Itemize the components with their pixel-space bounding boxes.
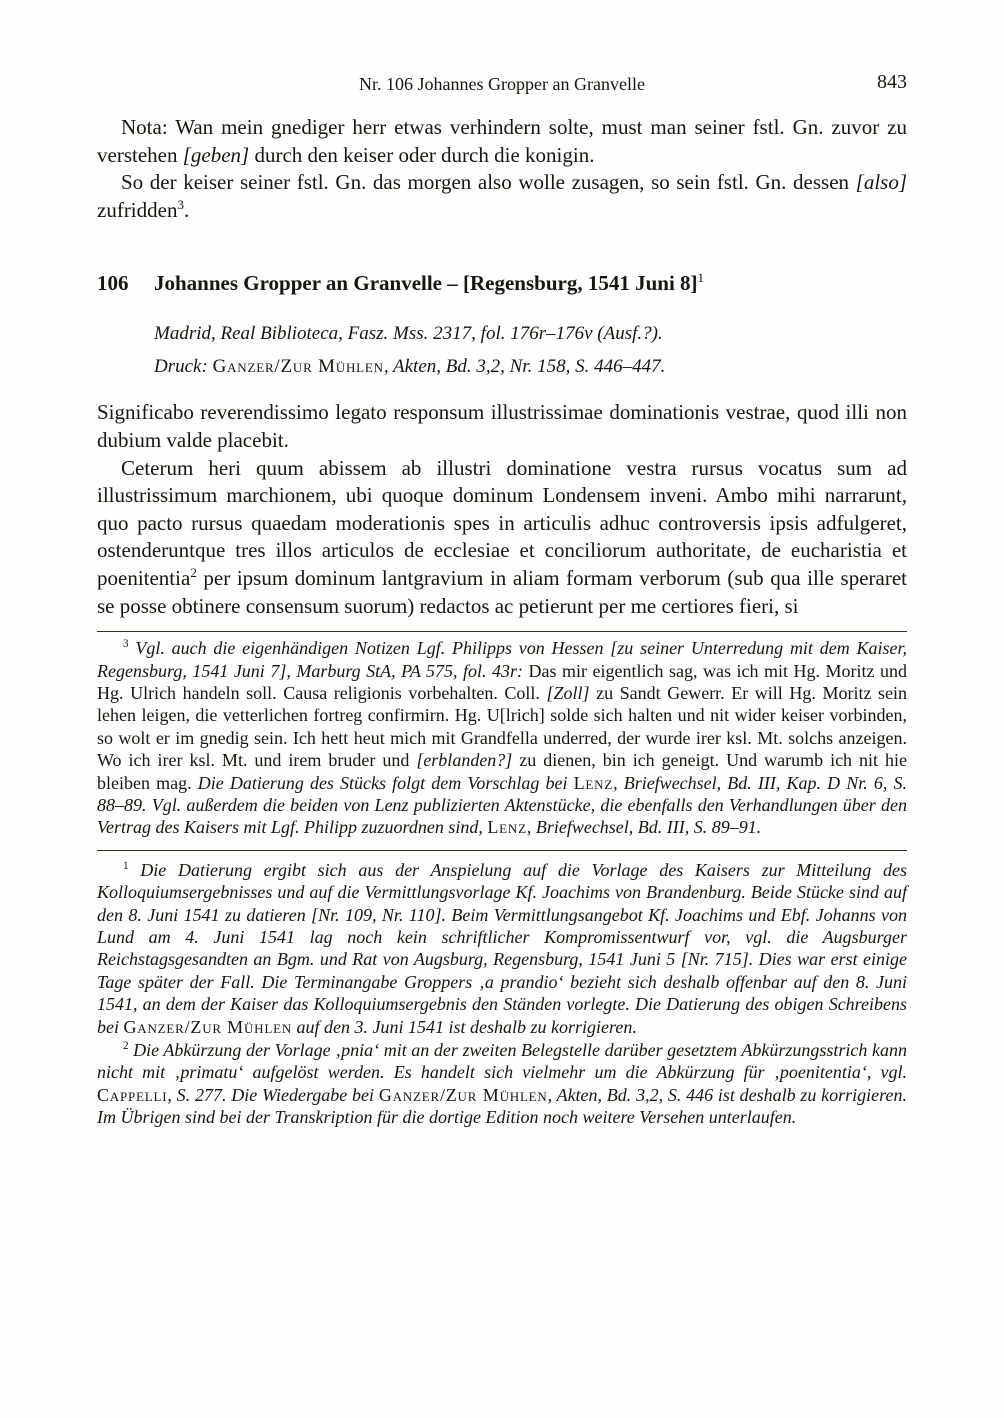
text-run: per ipsum dominum lantgravium in aliam formam verborum (sub qua ille speraret se posse obtinere consensum suorum) redactos ac petierunt per me certiores fieri, si <box>97 565 907 618</box>
document-number: 106 <box>97 271 129 296</box>
text-run: , S. 277. Die Wiedergabe bei <box>167 1084 379 1105</box>
footnote-ref: 1 <box>697 270 705 286</box>
footnote <box>97 1039 907 1129</box>
text-run: [also] <box>855 170 907 195</box>
text-run: . <box>183 197 190 222</box>
text-run: zu Sandt Gewerr. Er will Hg. Moritz sein lehen leigen, die vetterlichen fortreg confirmirn. Hg. U[lrich] solde sich halten und nit wider keiser vorbinden, so wolt er im gnedig sein. Ich hett heut mich mit Grandfella underred, der wurde irer ksl. Mt. solchs anzeigen. Wo ich irer ksl. Mt. und irem bruder und <box>97 682 907 771</box>
footnote-ref: 2 <box>123 1040 129 1053</box>
text-run: Die Datierung ergibt sich aus der Anspielung auf die Vorlage des Kaisers zur Mitteilung des Kolloquiumsergebnisses und auf die Vermittlungsvorlage Kf. Joachims von Brandenburg. Beide Stücke sind auf den 8. Juni 1541 zu datieren [Nr. 109, Nr. 110]. Beim Vermittlungsangebot Kf. Joachims und Ebf. Johanns von Lund am 4. Juni 1541 lag noch kein schriftlicher Kompromissentwurf vor, vgl. die Augsburger Reichstagsgesandten an Bgm. und Rat von Augsburg, Regensburg, 1541 Juni 5 [Nr. 715]. Dies war erst einige Tage später der Fall. Die Terminangabe Groppers ‚a prandio‘ bezieht sich deshalb offenbar auf den 8. Juni 1541, an dem der Kaiser das Kolloquiumsergebnis den Ständen vorlegte. Die Datierung des obigen Schreibens bei <box>97 859 907 1037</box>
text-run: , Akten, Bd. 3,2, Nr. 158, S. 446–447. <box>383 356 666 378</box>
nota-paragraph <box>97 169 907 224</box>
text-run: Druck: <box>154 356 213 378</box>
letter-paragraph <box>97 399 907 454</box>
text-run: Cappelli <box>97 1084 168 1105</box>
text-run: , Akten, Bd. 3,2, S. 446 ist deshalb zu korrigieren. Im Übrigen sind bei der Transkription für die dortige Edition noch weitere Versehen unterlaufen. <box>97 1084 908 1128</box>
text-run: Lenz <box>487 817 527 838</box>
text-run: Das mir eigentlich sag, was ich mit Hg. Moritz und Hg. Ulrich handeln soll. Causa religionis vorbehalten. Coll. <box>97 660 907 703</box>
text-run: Ganzer/Zur Mühlen <box>123 1016 293 1037</box>
text-run: Die Abkürzung der Vorlage ‚pnia‘ mit an der zweiten Belegstelle darüber gesetztem Abkürzungsstrich kann nicht mit ‚primatu‘ aufgelöst werden. Es handelt sich vielmehr um die Abkürzung für ‚poenitentia‘, vgl. <box>97 1040 907 1083</box>
commentary-apparatus <box>97 859 907 1129</box>
text-run: Nota: Wan mein gnediger herr etwas verhindern solte, must man seiner fstl. Gn. zuvor zu verstehen <box>97 115 907 167</box>
text-run: Significabo reverendissimo legato responsum illustrissimae dominationis vestrae, quod illi non dubium valde placebit. <box>97 400 907 452</box>
footnote-ref: 3 <box>123 638 129 651</box>
letter-text <box>97 399 907 620</box>
text-run: Lenz <box>573 772 614 793</box>
text-run: Ganzer/Zur Mühlen <box>378 1084 548 1105</box>
text-run: So der keiser seiner fstl. Gn. das morgen also wolle zusagen, so sein fstl. Gn. dessen <box>121 170 856 195</box>
footnote-separator-rule <box>97 631 907 632</box>
nota-paragraph <box>97 114 907 169</box>
text-run: Vgl. auch die eigenhändigen Notizen Lgf. Philipps von Hessen [zu seiner Unterredung mit dem Kaiser, Regensburg, 1541 Juni 7], Marburg StA, PA 575, fol. 43r: <box>97 638 907 681</box>
nota-block <box>97 114 907 224</box>
text-run: zu dienen, bin ich geneigt. Und warumb ich nit hie bleiben mag. <box>97 750 908 793</box>
text-run: [Zoll] <box>546 682 590 703</box>
text-run: [erblanden?] <box>416 750 513 771</box>
text-run: Die Datierung des Stücks folgt dem Vorschlag bei <box>197 772 574 793</box>
text-run: Madrid, Real Biblioteca, Fasz. Mss. 2317, fol. 176r–176v (Ausf.?). <box>154 323 663 345</box>
footnote-ref: 1 <box>123 859 129 872</box>
footnote-ref: 3 <box>177 196 184 212</box>
source-reference-block <box>154 317 907 383</box>
document-title <box>154 270 704 297</box>
text-run: [geben] <box>182 142 250 167</box>
commentary-separator-rule <box>97 850 907 851</box>
text-run: auf den 3. Juni 1541 ist deshalb zu korrigieren. <box>292 1016 637 1037</box>
footnote-ref: 2 <box>190 564 197 580</box>
footnote <box>97 637 907 839</box>
document-title-text: Johannes Gropper an Granvelle – [Regensburg, 1541 Juni 8] <box>154 271 698 296</box>
text-run: Ganzer/Zur Mühlen <box>212 356 384 378</box>
page-header <box>97 71 907 102</box>
source-line <box>154 317 907 350</box>
letter-paragraph <box>97 455 907 621</box>
document-heading <box>97 270 907 297</box>
running-title: Nr. 106 Johannes Gropper an Granvelle <box>359 74 645 94</box>
text-run: durch den keiser oder durch die konigin. <box>249 142 595 167</box>
text-run: , Briefwechsel, Bd. III, S. 89–91. <box>526 817 762 838</box>
critical-apparatus <box>97 637 907 839</box>
text-run: , Briefwechsel, Bd. III, Kap. D Nr. 6, S. 88–89. Vgl. außerdem die beiden von Lenz publizierten Aktenstücke, die ebenfalls den Verhandlungen über den Vertrag des Kaisers mit Lgf. Philipp zuzuordnen sind, <box>97 772 907 838</box>
text-run: Ceterum heri quum abissem ab illustri dominatione vestra rursus vocatus sum ad illustrissimum marchionem, ubi quoque dominum Londensem inveni. Ambo mihi narrarunt, quo pacto rursus quaedam moderationis spes in articulis adhuc controversis ipsis adfulgeret, ostenderuntque tres illos articulos de ecclesiae et conciliorum authoritate, de eucharistia et poenitentia <box>97 455 907 590</box>
page-number: 843 <box>877 71 907 93</box>
source-line <box>154 350 907 383</box>
text-run: zufridden <box>97 197 178 222</box>
footnote <box>97 859 907 1038</box>
